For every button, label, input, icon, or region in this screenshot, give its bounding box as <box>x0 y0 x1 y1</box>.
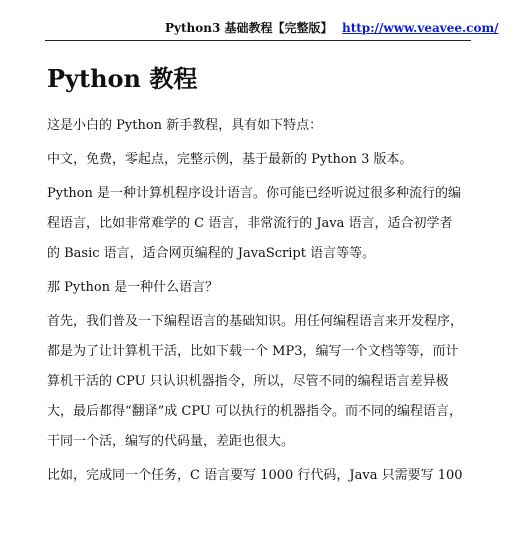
paragraph-line: 程语言，比如非常难学的 C 语言，非常流行的 Java 语言，适合初学者 <box>47 216 453 231</box>
paragraph-line: 首先，我们普及一下编程语言的基础知识。用任何编程语言来开发程序， <box>47 314 464 329</box>
paragraph-line: 都是为了让计算机干活，比如下载一个 MP3，编写一个文档等等，而计 <box>47 344 459 359</box>
explanation-paragraph <box>47 307 471 457</box>
header-url-link[interactable]: http://www.veavee.com/ <box>342 21 499 35</box>
paragraph-line: Python 是一种计算机程序设计语言。你可能已经听说过很多种流行的编 <box>47 186 462 201</box>
paragraph-line: 中文，免费，零起点，完整示例，基于最新的 Python 3 版本。 <box>47 152 413 167</box>
paragraph-line: 比如，完成同一个任务，C 语言要写 1000 行代码，Java 只需要写 100 <box>47 468 463 483</box>
paragraph-line: 的 Basic 语言，适合网页编程的 JavaScript 语言等等。 <box>47 246 376 261</box>
paragraph-line: 算机干活的 CPU 只认识机器指令，所以，尽管不同的编程语言差异极 <box>47 374 449 389</box>
paragraph-line: 那 Python 是一种什么语言？ <box>47 280 219 295</box>
comparison-paragraph <box>47 461 471 491</box>
python-definition-paragraph <box>47 179 471 269</box>
document-content <box>47 65 471 491</box>
page-header <box>0 20 516 40</box>
paragraph-line: 这是小白的 Python 新手教程，具有如下特点： <box>47 118 323 133</box>
question-paragraph <box>47 273 471 303</box>
paragraph-line: 大，最后都得“翻译”成 CPU 可以执行的机器指令。而不同的编程语言， <box>47 404 462 419</box>
header-divider <box>45 40 471 41</box>
features-paragraph <box>47 145 471 175</box>
paragraph-line: 干同一个活，编写的代码量，差距也很大。 <box>47 434 295 449</box>
header-title: Python3 基础教程【完整版】 <box>165 21 333 35</box>
document-title: Python 教程 <box>47 64 198 93</box>
intro-paragraph <box>47 111 471 141</box>
